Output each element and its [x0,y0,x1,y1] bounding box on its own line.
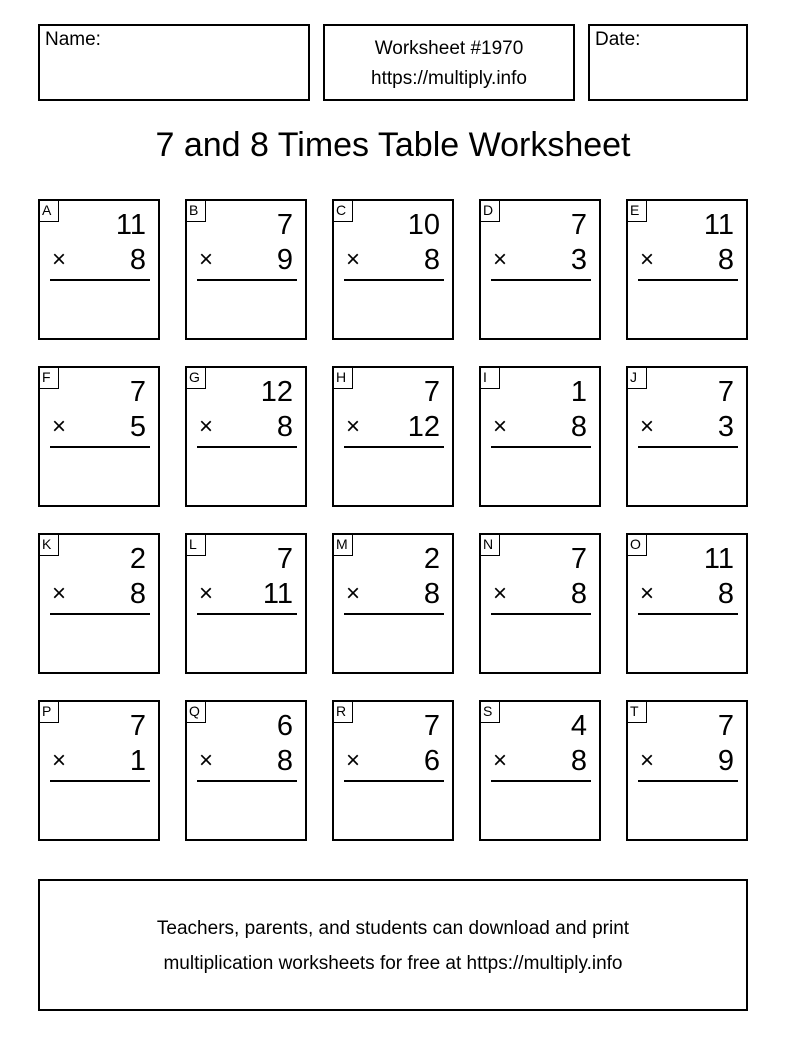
bottom-number: 1 [129,745,146,777]
problem-box[interactable] [332,700,454,841]
multiply-sign-icon: × [52,747,67,774]
bottom-number: 9 [717,745,734,777]
answer-line [197,613,297,615]
problem-box[interactable] [185,366,307,507]
top-number: 7 [129,376,146,408]
problem-label: M [334,535,353,556]
top-number: 4 [570,710,587,742]
problem-label: Q [187,702,206,723]
top-number: 11 [703,209,734,241]
problem-box[interactable] [38,700,160,841]
problem-box[interactable] [626,533,748,674]
answer-line [50,446,150,448]
multiply-sign-icon: × [493,246,508,273]
answer-line [344,446,444,448]
worksheet-url[interactable]: https://multiply.info [371,68,527,89]
problem-label: N [481,535,500,556]
multiply-sign-icon: × [640,747,655,774]
multiply-sign-icon: × [52,246,67,273]
bottom-number: 11 [262,578,293,610]
top-number: 6 [276,710,293,742]
answer-line [638,613,738,615]
multiply-sign-icon: × [346,747,361,774]
bottom-number: 8 [570,578,587,610]
bottom-number: 8 [423,244,440,276]
top-number: 7 [423,376,440,408]
problem-box[interactable] [38,366,160,507]
date-field-box[interactable] [588,24,748,101]
bottom-number: 3 [570,244,587,276]
problem-label: P [40,702,59,723]
bottom-number: 8 [717,578,734,610]
top-number: 7 [276,209,293,241]
problem-label: S [481,702,500,723]
page-title: 7 and 8 Times Table Worksheet [155,126,631,164]
problem-box[interactable] [626,199,748,340]
problem-label: C [334,201,353,222]
date-label: Date: [595,29,641,50]
worksheet-id: Worksheet #1970 [374,38,524,59]
top-number: 2 [423,543,440,575]
multiply-sign-icon: × [640,246,655,273]
bottom-number: 5 [129,411,146,443]
problem-box[interactable] [626,366,748,507]
multiply-sign-icon: × [640,580,655,607]
bottom-number: 9 [276,244,293,276]
top-number: 7 [717,710,734,742]
answer-line [344,780,444,782]
answer-line [50,613,150,615]
bottom-number: 8 [129,578,146,610]
top-number: 7 [129,710,146,742]
top-number: 1 [570,376,587,408]
top-number: 12 [260,376,293,408]
answer-line [197,446,297,448]
problem-label: K [40,535,59,556]
problem-box[interactable] [332,533,454,674]
problem-label: O [628,535,647,556]
multiply-sign-icon: × [493,580,508,607]
name-field-box[interactable] [38,24,310,101]
worksheet-info-box [323,24,575,101]
problem-box[interactable] [185,199,307,340]
problem-box[interactable] [38,199,160,340]
multiply-sign-icon: × [52,580,67,607]
top-number: 10 [407,209,440,241]
top-number: 2 [129,543,146,575]
bottom-number: 6 [423,745,440,777]
top-number: 7 [423,710,440,742]
top-number: 11 [703,543,734,575]
multiply-sign-icon: × [199,580,214,607]
problem-box[interactable] [185,700,307,841]
problem-box[interactable] [479,366,601,507]
problem-box[interactable] [332,199,454,340]
bottom-number: 8 [717,244,734,276]
problem-label: F [40,368,59,389]
bottom-number: 8 [276,745,293,777]
answer-line [638,279,738,281]
multiply-sign-icon: × [199,246,214,273]
problem-label: G [187,368,206,389]
problem-box[interactable] [479,700,601,841]
answer-line [491,446,591,448]
answer-line [491,613,591,615]
problem-label: R [334,702,353,723]
problem-label: T [628,702,647,723]
problem-label: E [628,201,647,222]
answer-line [344,279,444,281]
bottom-number: 8 [423,578,440,610]
multiply-sign-icon: × [199,413,214,440]
top-number: 7 [717,376,734,408]
problem-label: B [187,201,206,222]
answer-line [50,279,150,281]
problem-label: H [334,368,353,389]
bottom-number: 8 [570,411,587,443]
top-number: 7 [276,543,293,575]
multiply-sign-icon: × [346,580,361,607]
answer-line [50,780,150,782]
answer-line [197,780,297,782]
multiply-sign-icon: × [199,747,214,774]
bottom-number: 8 [276,411,293,443]
multiply-sign-icon: × [640,413,655,440]
problem-box[interactable] [479,199,601,340]
problem-label: J [628,368,647,389]
problem-label: D [481,201,500,222]
multiply-sign-icon: × [493,413,508,440]
problem-label: A [40,201,59,222]
multiply-sign-icon: × [52,413,67,440]
problem-label: I [481,368,500,389]
bottom-number: 8 [129,244,146,276]
footer-line-1: Teachers, parents, and students can download and print [156,918,630,939]
multiply-sign-icon: × [346,246,361,273]
problem-box[interactable] [479,533,601,674]
multiply-sign-icon: × [346,413,361,440]
footer-line-2: multiplication worksheets for free at https://multiply.info [163,953,623,974]
multiply-sign-icon: × [493,747,508,774]
problem-box[interactable] [626,700,748,841]
top-number: 7 [570,543,587,575]
problem-box[interactable] [185,533,307,674]
answer-line [197,279,297,281]
problem-box[interactable] [38,533,160,674]
bottom-number: 3 [717,411,734,443]
problem-label: L [187,535,206,556]
answer-line [638,446,738,448]
problem-box[interactable] [332,366,454,507]
answer-line [344,613,444,615]
answer-line [491,780,591,782]
top-number: 7 [570,209,587,241]
answer-line [638,780,738,782]
bottom-number: 12 [407,411,440,443]
answer-line [491,279,591,281]
top-number: 11 [115,209,146,241]
name-label: Name: [45,29,101,50]
footer-box [38,879,748,1011]
bottom-number: 8 [570,745,587,777]
